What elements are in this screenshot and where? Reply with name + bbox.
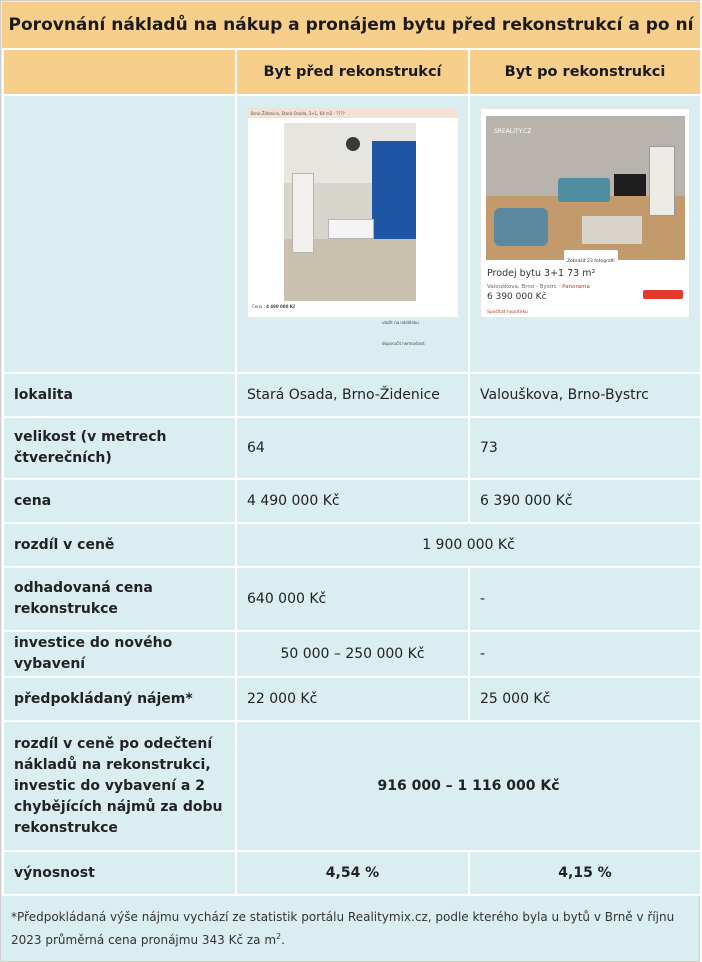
- listing-location: Valouškova, Brno - Bystrc · Panorama: [487, 284, 590, 290]
- row-before: 640 000 Kč: [236, 567, 469, 631]
- photos-badge: Zobrazit 23 fotografií: [564, 250, 618, 273]
- row-before: 4,54 %: [236, 851, 469, 895]
- row-label: rozdíl v ceně: [3, 523, 236, 567]
- row-lokalita: [3, 373, 701, 417]
- row-label: odhadovaná cena rekonstrukce: [3, 567, 236, 631]
- page-title: Porovnání nákladů na nákup a pronájem bytu před rekonstrukcí a po ní: [2, 2, 700, 48]
- image-before-cell: [236, 95, 469, 373]
- row-velikost: [3, 417, 701, 479]
- listing-price: 6 390 000 Kč: [487, 292, 547, 302]
- listing-footer: Cena 4 490 000 Kč uložit na nástěnku doporučit nemovitost: [252, 304, 425, 346]
- row-label: výnosnost: [3, 851, 236, 895]
- header-row: [3, 49, 701, 95]
- image-row-label: [3, 95, 236, 373]
- row-rekonstrukce: [3, 567, 701, 631]
- header-after: Byt po rekonstrukci: [469, 49, 701, 95]
- row-after: 73: [469, 417, 701, 479]
- row-before: 4 490 000 Kč: [236, 479, 469, 523]
- row-label: rozdíl v ceně po odečtení nákladů na rekonstrukci, investic do vybavení a 2 chybějících nájmů za dobu rekonstrukce: [3, 721, 236, 851]
- row-vybaveni: [3, 631, 701, 677]
- row-cena: [3, 479, 701, 523]
- living-room-photo: [486, 116, 685, 264]
- row-before: 22 000 Kč: [236, 677, 469, 721]
- row-before: Stará Osada, Brno-Židenice: [236, 373, 469, 417]
- row-before: 50 000 – 250 000 Kč: [236, 631, 469, 677]
- sreality-logo: SREALITY.CZ: [494, 128, 532, 135]
- image-row: [3, 95, 701, 373]
- bedroom-photo: [284, 123, 416, 301]
- row-label: velikost (v metrech čtverečních): [3, 417, 236, 479]
- listing-red-button: [643, 290, 683, 299]
- listing-screenshot-before: [247, 108, 459, 346]
- mortgage-link: Spočítat hypotéku: [487, 310, 528, 315]
- row-after: Valouškova, Brno-Bystrc: [469, 373, 701, 417]
- footnote: *Předpokládaná výše nájmu vychází ze statistik portálu Realitymix.cz, podle kterého byla u bytů v Brně v říjnu 2023 průměrná cena pronájmu 343 Kč za $m^2$.: [11, 910, 675, 947]
- listing-title: Prodej bytu 3+1 73 m²: [487, 268, 596, 279]
- row-merged: 1 900 000 Kč: [236, 523, 701, 567]
- row-after: -: [469, 631, 701, 677]
- row-najem: [3, 677, 701, 721]
- row-rozdil-po-odecteni: [3, 721, 701, 851]
- image-after-cell: [469, 95, 701, 373]
- listing-bar: Brno-Židenice, Stará Osada, 3+1, 64 m2 · ????: [248, 109, 458, 118]
- row-rozdil: [3, 523, 701, 567]
- row-after: 6 390 000 Kč: [469, 479, 701, 523]
- row-label: předpokládaný nájem*: [3, 677, 236, 721]
- row-after: 25 000 Kč: [469, 677, 701, 721]
- row-after: -: [469, 567, 701, 631]
- row-after: 4,15 %: [469, 851, 701, 895]
- row-label: cena: [3, 479, 236, 523]
- row-label: lokalita: [3, 373, 236, 417]
- comparison-table: [2, 48, 702, 896]
- header-before: Byt před rekonstrukcí: [236, 49, 469, 95]
- header-empty: [3, 49, 236, 95]
- row-merged: 916 000 – 1 116 000 Kč: [236, 721, 701, 851]
- listing-screenshot-after: [480, 108, 690, 318]
- row-before: 64: [236, 417, 469, 479]
- row-label: investice do nového vybavení: [3, 631, 236, 677]
- row-vynosnost: [3, 851, 701, 895]
